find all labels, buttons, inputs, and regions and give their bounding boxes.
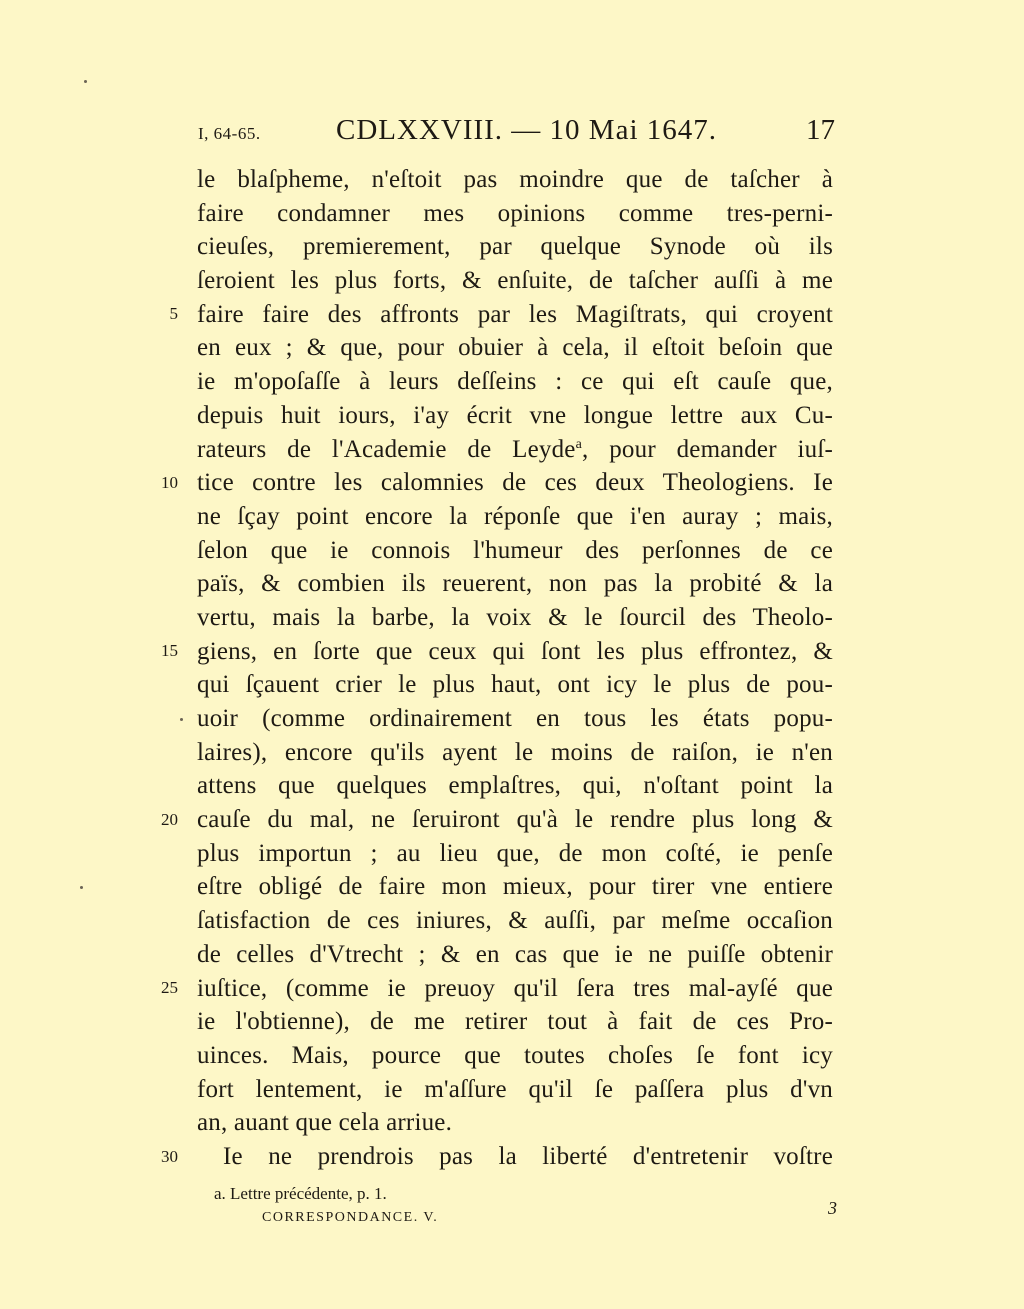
text-line: ie l'obtienne), de me retirer tout à fait de ces Pro- [197,1008,833,1036]
text-line: eſtre obligé de faire mon mieux, pour tirer vne entiere [197,873,833,901]
text-line [197,433,833,467]
text-line: qui ſçauent crier le plus haut, ont icy le plus de pou- [197,671,833,699]
text-line: vertu, mais la barbe, la voix & le ſourcil des Theolo- [197,603,833,631]
text-line: ie m'opoſaſſe à leurs deſſeins : ce qui eſt cauſe que, [197,368,833,396]
text-line: le blaſpheme, n'eſtoit pas moindre que de taſcher à [197,166,833,193]
text-line: giens, en ſorte que ceux qui ſont les plus effrontez, & [197,637,833,665]
text-line: païs, & combien ils reuerent, non pas la probité & la [197,570,833,598]
text-line: cieuſes, premierement, par quelque Synode où ils [197,233,833,261]
footnote: a. Lettre précédente, p. 1. [214,1184,387,1203]
text-line-tail: , pour demander iuſ- [582,435,833,463]
text-line: ſeroient les plus forts, & enſuite, de taſcher auſſi à me [197,267,833,295]
text-line: cauſe du mal, ne ſeruiront qu'à le rendre plus long & [197,806,833,834]
line-number: 20 [161,810,178,829]
text-line: depuis huit iours, i'ay écrit vne longue lettre aux Cu- [197,401,833,429]
text-line: ſelon que ie connois l'humeur des perſonnes de ce [197,536,833,564]
line-number: 15 [161,641,178,660]
signature-mark: CORRESPONDANCE. V. [262,1210,439,1225]
text-line: faire faire des affronts par les Magiſtrats, qui croyent [197,300,833,328]
text-line: uinces. Mais, pource que toutes choſes ſe font icy [197,1041,833,1069]
text-line: ſatisfaction de ces iniures, & auſſi, par meſme occaſion [197,907,833,935]
paper-speck [84,80,87,83]
body-text [197,163,833,1174]
line-number: 25 [161,978,178,997]
page-number: 17 [806,114,835,146]
text-line: an, auant que cela arriue. [197,1109,453,1137]
footnote-marker: a [575,436,583,452]
text-line: plus importun ; au lieu que, de mon coſté, ie penſe [197,839,833,867]
line-number: 5 [169,304,178,323]
header-title: CDLXXVIII. — 10 Mai 1647. [336,114,718,146]
text-line: de celles d'Vtrecht ; & en cas que ie ne puiſſe obtenir [197,940,833,968]
signature-number: 3 [828,1198,837,1218]
header-reference: I, 64-65. [198,124,261,143]
text-line: tice contre les calomnies de ces deux Theologiens. Ie [197,469,833,497]
text-line: en eux ; & que, pour obuier à cela, il eſtoit beſoin que [197,334,833,362]
line-number: 30 [161,1147,178,1166]
text-line: fort lentement, ie m'aſſure qu'il ſe paſſera plus d'vn [197,1075,833,1103]
text-line: uoir (comme ordinairement en tous les états popu- [197,705,833,732]
text-line: attens que quelques emplaſtres, qui, n'oſtant point la [197,772,833,800]
text-line: laires), encore qu'ils ayent le moins de raiſon, ie n'en [197,738,833,766]
text-line: iuſtice, (comme ie preuoy qu'il ſera tres mal-ayſé que [197,974,833,1002]
text-line: ne ſçay point encore la réponſe que i'en auray ; mais, [197,502,833,530]
paper-speck [80,886,83,889]
text-line-head: rateurs de l'Academie de Leyde [197,435,576,463]
text-line: faire condamner mes opinions comme tres-perni- [197,199,833,227]
line-number: 10 [161,473,178,492]
text-line: Ie ne prendrois pas la liberté d'entretenir voſtre [223,1142,833,1170]
paper-speck [180,718,183,721]
